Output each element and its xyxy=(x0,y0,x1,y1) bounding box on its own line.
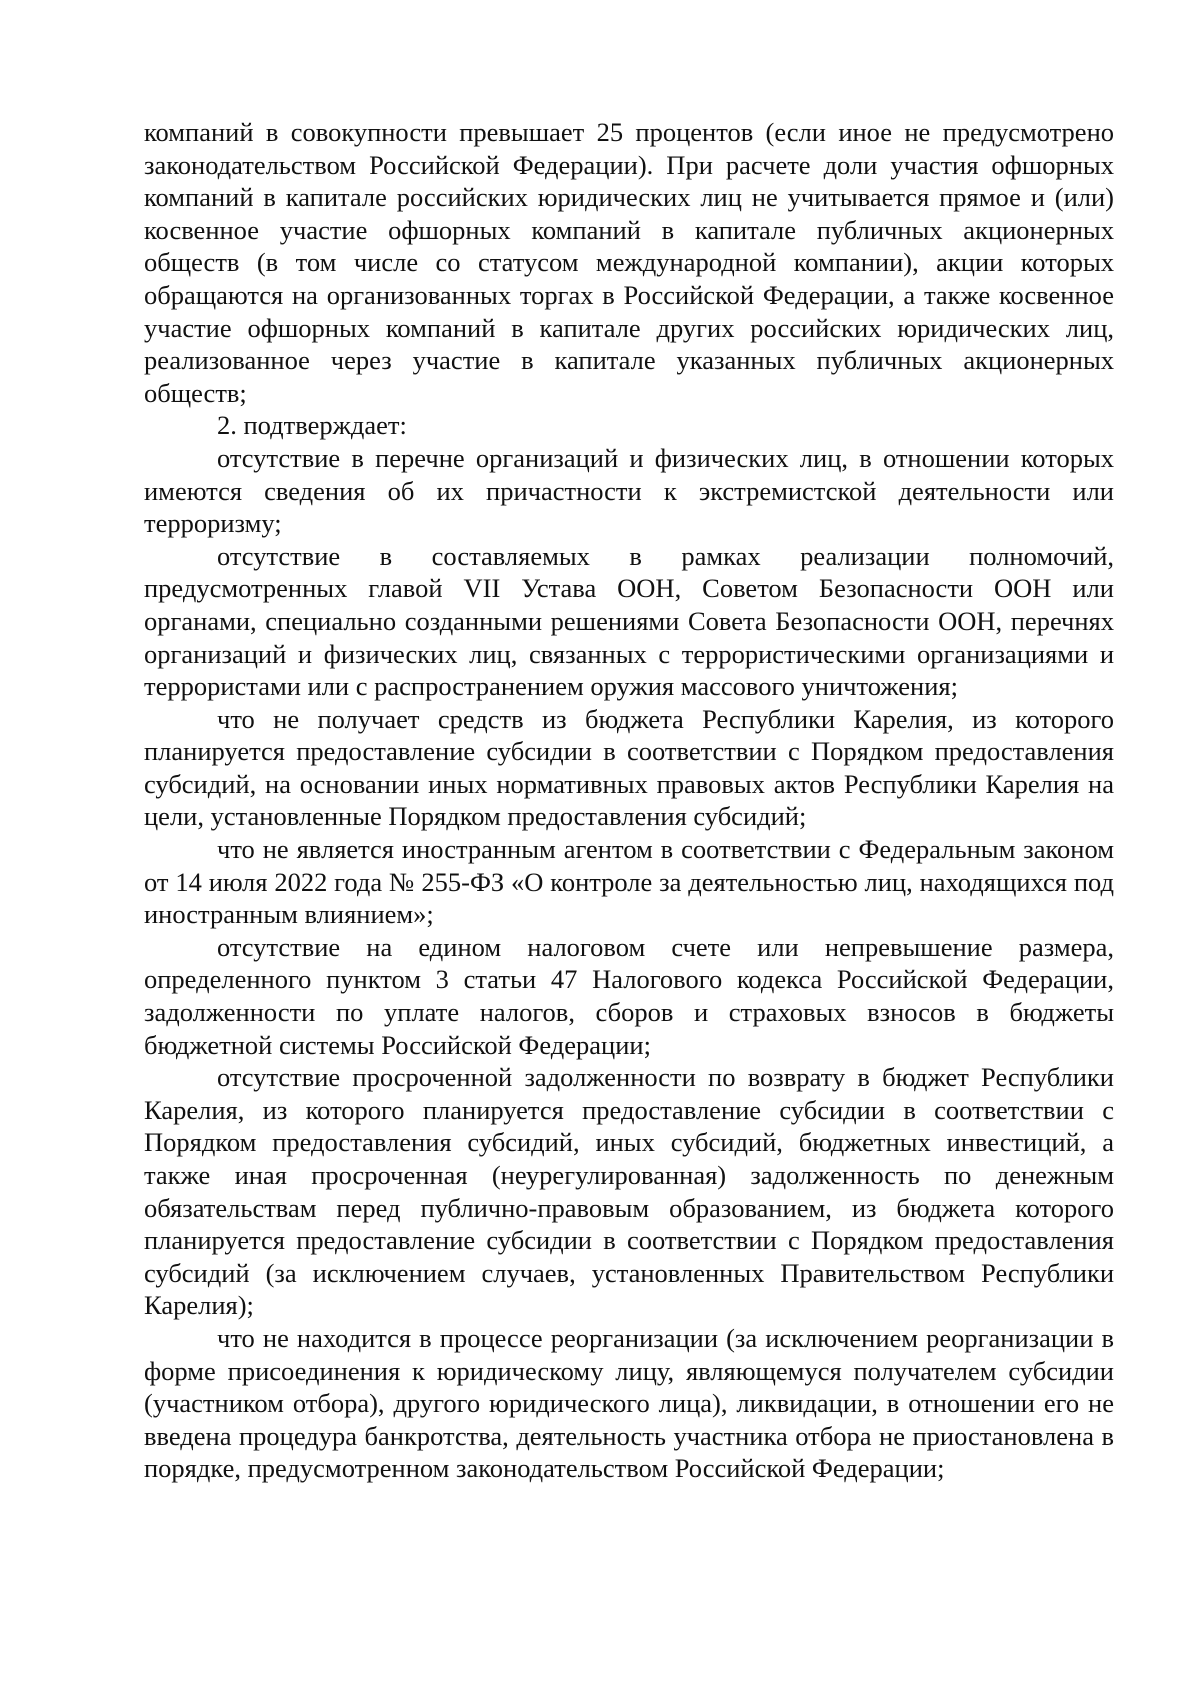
paragraph-overdue-debt: отсутствие просроченной задолженности по возврату в бюджет Республики Карелия, из которого планируется предоставление субсидии в соответствии с Порядком предоставления субсидий, иных субсидий, бюджетных инвестиций, а также иная просроченная (неурегулированная) задолженность по денежным обязательствам перед публично-правовым образованием, из бюджета которого планируется предоставление субсидии в соответствии с Порядком предоставления субсидий (за исключением случаев, установленных Правительством Республики Карелия); xyxy=(144,1062,1114,1321)
paragraph-extremism-list: отсутствие в перечне организаций и физических лиц, в отношении которых имеются сведения об их причастности к экстремистской деятельности или терроризму; xyxy=(144,442,1114,539)
paragraph-confirms-heading: 2. подтверждает: xyxy=(217,410,407,441)
paragraph-reorganization: что не находится в процессе реорганизации (за исключением реорганизации в форме присоединения к юридическому лицу, являющемуся получателем субсидии (участником отбора), другого юридического лица), ликвидации, в отношении его не введена процедура банкротства, деятельность участника отбора не приостановлена в порядке, предусмотренном законодательством Российской Федерации; xyxy=(144,1322,1114,1484)
paragraph-tax-debt: отсутствие на едином налоговом счете или непревышение размера, определенного пунктом 3 статьи 47 Налогового кодекса Российской Федерации, задолженности по уплате налогов, сборов и страховых взносов в бюджеты бюджетной системы Российской Федерации; xyxy=(144,931,1114,1060)
document-body xyxy=(144,116,1114,1485)
paragraph-no-budget-funds: что не получает средств из бюджета Республики Карелия, из которого планируется предоставление субсидии в соответствии с Порядком предоставления субсидий, на основании иных нормативных правовых актов Республики Карелия на цели, установленные Порядком предоставления субсидий; xyxy=(144,703,1114,832)
paragraph-un-sanctions-list: отсутствие в составляемых в рамках реализации полномочий, предусмотренных главой VII Устава ООН, Советом Безопасности ООН или органами, специально созданными решениями Совета Безопасности ООН, перечнях организаций и физических лиц, связанных с террористическими организациями и террористами или с распространением оружия массового уничтожения; xyxy=(144,540,1114,702)
paragraph-foreign-agent: что не является иностранным агентом в соответствии с Федеральным законом от 14 июля 2022 года № 255-ФЗ «О контроле за деятельностью лиц, находящихся под иностранным влиянием»; xyxy=(144,834,1114,930)
paragraph-offshore-share: компаний в совокупности превышает 25 процентов (если иное не предусмотрено законодательством Российской Федерации). При расчете доли участия офшорных компаний в капитале российских юридических лиц не учитывается прямое и (или) косвенное участие офшорных компаний в капитале публичных акционерных обществ (в том числе со статусом международной компании), акции которых обращаются на организованных торгах в Российской Федерации, а также косвенное участие офшорных компаний в капитале других российских юридических лиц, реализованное через участие в капитале указанных публичных акционерных обществ; xyxy=(144,117,1114,408)
